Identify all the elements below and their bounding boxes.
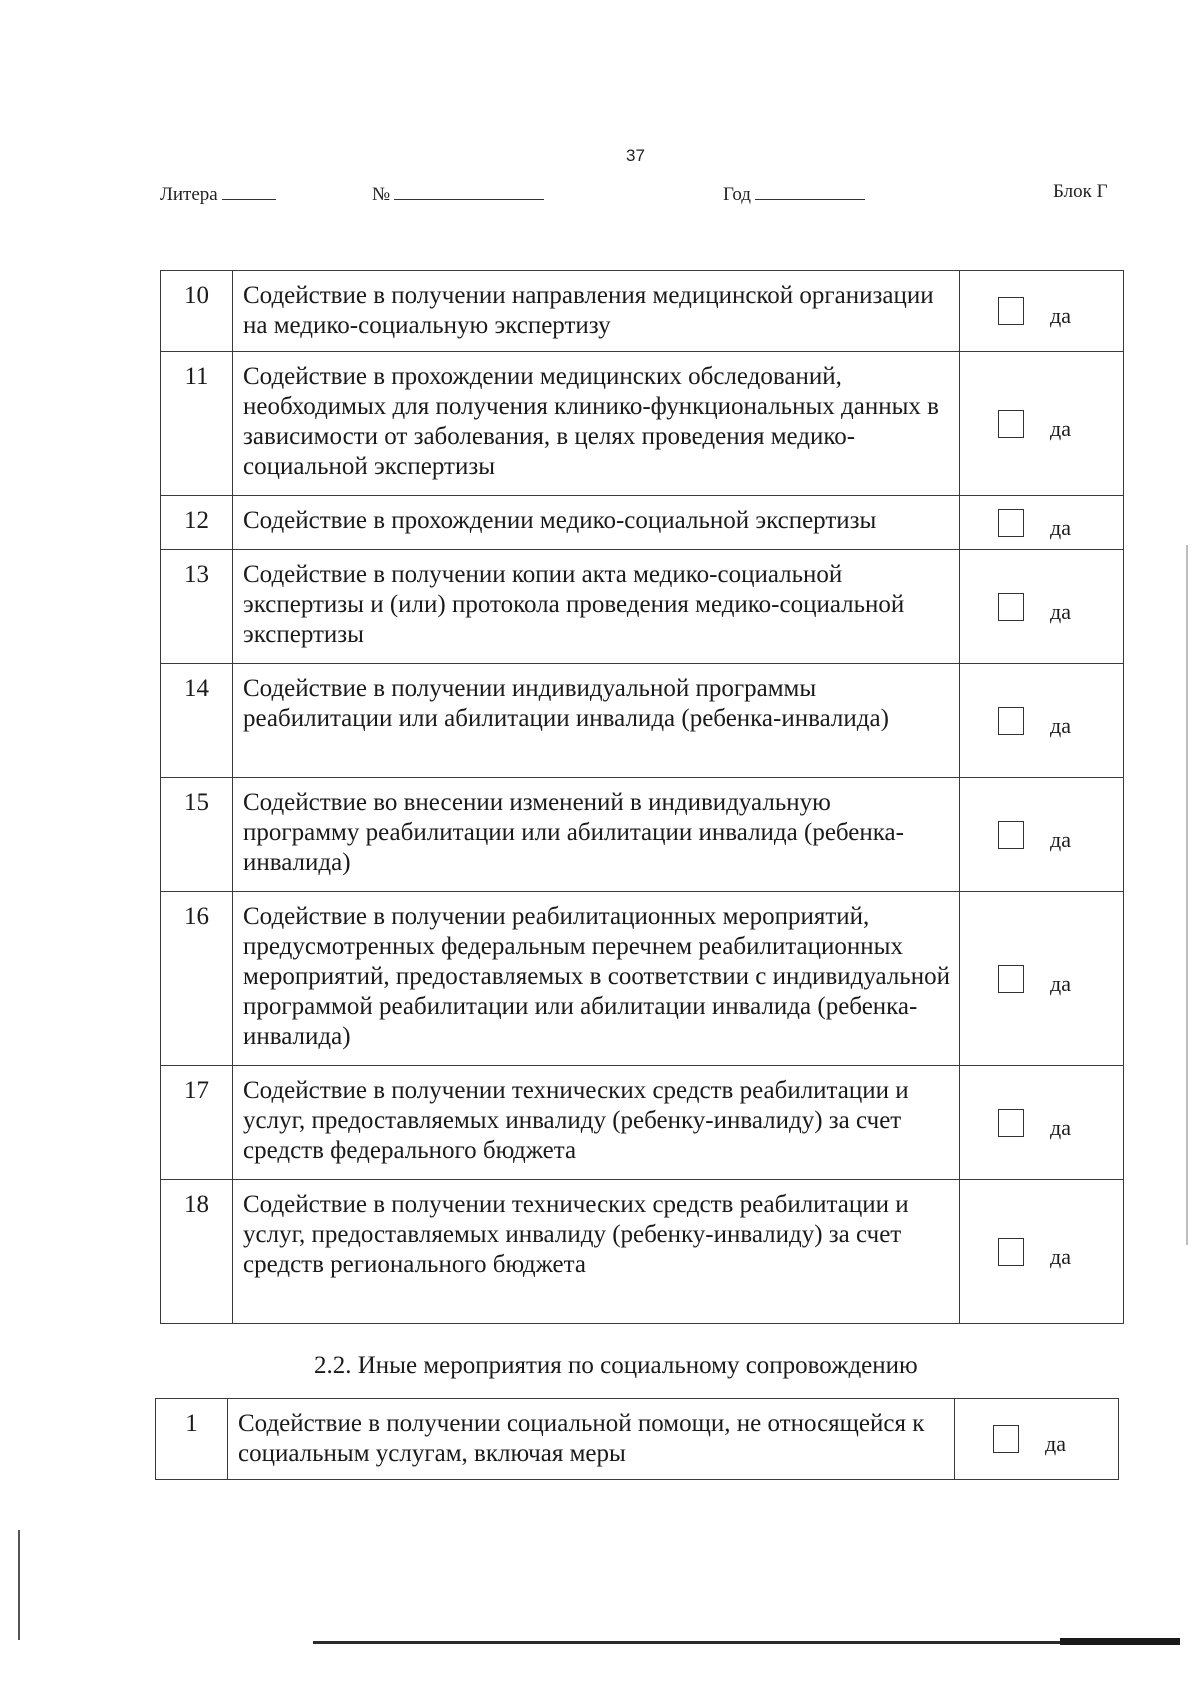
- answer-option: [960, 404, 1123, 444]
- yes-checkbox[interactable]: [998, 707, 1024, 735]
- table-row: [161, 1066, 1124, 1180]
- scan-bottom-mark: [1060, 1638, 1180, 1645]
- row-answer-cell: [960, 271, 1124, 352]
- table-row: [161, 892, 1124, 1066]
- row-answer-cell: [960, 892, 1124, 1066]
- table-row: [161, 664, 1124, 778]
- answer-option: [960, 503, 1123, 543]
- row-description: Содействие в получении технических средств реабилитации и услуг, предоставляемых инвалиду (ребенку-инвалиду) за счет средств федерального бюджета: [233, 1066, 960, 1180]
- header-litera-field: [160, 181, 276, 206]
- row-description: Содействие в получении направления медицинской организации на медико-социальную экспертизу: [233, 271, 960, 352]
- table-row: [161, 550, 1124, 664]
- answer-option: [960, 959, 1123, 999]
- row-number: 10: [161, 271, 233, 352]
- header-nomer-label: №: [372, 184, 391, 205]
- yes-label: да: [1050, 303, 1071, 328]
- answer-option: [960, 291, 1123, 331]
- table-row: [156, 1399, 1119, 1480]
- scan-edge-line: [1186, 545, 1188, 1245]
- header-litera-blank: [222, 181, 276, 200]
- header-blok-label: Блок Г: [1053, 181, 1108, 202]
- row-answer-cell: [960, 1066, 1124, 1180]
- scan-edge-line: [18, 1530, 20, 1640]
- row-number: 11: [161, 352, 233, 496]
- yes-checkbox[interactable]: [998, 965, 1024, 993]
- yes-checkbox[interactable]: [998, 509, 1024, 537]
- row-number: 14: [161, 664, 233, 778]
- header-god-label: Год: [723, 184, 751, 205]
- yes-checkbox[interactable]: [998, 593, 1024, 621]
- header-god-field: [723, 181, 865, 206]
- row-description: Содействие во внесении изменений в индивидуальную программу реабилитации или абилитации инвалида (ребенка-инвалида): [233, 778, 960, 892]
- row-number: 1: [156, 1399, 228, 1480]
- row-answer-cell: [960, 664, 1124, 778]
- table-row: [161, 271, 1124, 352]
- yes-checkbox[interactable]: [998, 821, 1024, 849]
- table-row: [161, 778, 1124, 892]
- yes-label: да: [1050, 970, 1071, 996]
- table-row: [161, 352, 1124, 496]
- row-answer-cell: [960, 496, 1124, 550]
- answer-option: [960, 1232, 1123, 1272]
- row-number: 13: [161, 550, 233, 664]
- yes-label: да: [1050, 514, 1071, 540]
- answer-option: [955, 1419, 1118, 1459]
- row-description: Содействие в получении технических средств реабилитации и услуг, предоставляемых инвалиду (ребенку-инвалиду) за счет средств регионального бюджета: [233, 1180, 960, 1324]
- table-row: [161, 496, 1124, 550]
- yes-label: да: [1050, 712, 1071, 738]
- other-measures-table-body: [156, 1399, 1119, 1480]
- yes-checkbox[interactable]: [998, 1109, 1024, 1137]
- yes-label: да: [1050, 1243, 1071, 1269]
- main-measures-table: [160, 270, 1124, 1324]
- row-description: Содействие в прохождении медицинских обследований, необходимых для получения клинико-функциональных данных в зависимости от заболевания, в целях проведения медико-социальной экспертизы: [233, 352, 960, 496]
- row-answer-cell: [960, 1180, 1124, 1324]
- header-nomer-blank: [394, 181, 544, 200]
- yes-label: да: [1050, 598, 1071, 624]
- answer-option: [960, 1103, 1123, 1143]
- row-answer-cell: [960, 778, 1124, 892]
- scan-bottom-line: [313, 1641, 1180, 1644]
- row-description: Содействие в получении социальной помощи, не относящейся к социальным услугам, включая меры: [228, 1399, 955, 1480]
- row-description: Содействие в прохождении медико-социальной экспертизы: [233, 496, 960, 550]
- row-answer-cell: [955, 1399, 1119, 1480]
- answer-option: [960, 815, 1123, 855]
- section-title: 2.2. Иные мероприятия по социальному сопровождению: [314, 1352, 918, 1379]
- row-number: 18: [161, 1180, 233, 1324]
- yes-checkbox[interactable]: [998, 410, 1024, 438]
- table-row: [161, 1180, 1124, 1324]
- answer-option: [960, 587, 1123, 627]
- row-description: Содействие в получении реабилитационных мероприятий, предусмотренных федеральным перечнем реабилитационных мероприятий, предоставляемых в соответствии с индивидуальной программой реабилитации или абилитации инвалида (ребенка-инвалида): [233, 892, 960, 1066]
- row-number: 15: [161, 778, 233, 892]
- row-number: 12: [161, 496, 233, 550]
- yes-label: да: [1045, 1431, 1066, 1456]
- row-answer-cell: [960, 352, 1124, 496]
- header-god-blank: [755, 181, 865, 200]
- header-litera-label: Литера: [160, 184, 218, 205]
- yes-label: да: [1050, 1114, 1071, 1140]
- yes-label: да: [1050, 826, 1071, 852]
- row-description: Содействие в получении индивидуальной программы реабилитации или абилитации инвалида (ребенка-инвалида): [233, 664, 960, 778]
- header-nomer-field: [372, 181, 544, 206]
- row-number: 16: [161, 892, 233, 1066]
- row-number: 17: [161, 1066, 233, 1180]
- yes-checkbox[interactable]: [993, 1425, 1019, 1453]
- main-measures-table-body: [161, 271, 1124, 1324]
- yes-label: да: [1050, 415, 1071, 441]
- yes-checkbox[interactable]: [998, 1238, 1024, 1266]
- other-measures-table: [155, 1398, 1119, 1480]
- answer-option: [960, 701, 1123, 741]
- yes-checkbox[interactable]: [998, 297, 1024, 325]
- row-answer-cell: [960, 550, 1124, 664]
- row-description: Содействие в получении копии акта медико-социальной экспертизы и (или) протокола проведения медико-социальной экспертизы: [233, 550, 960, 664]
- page-number: 37: [626, 146, 645, 165]
